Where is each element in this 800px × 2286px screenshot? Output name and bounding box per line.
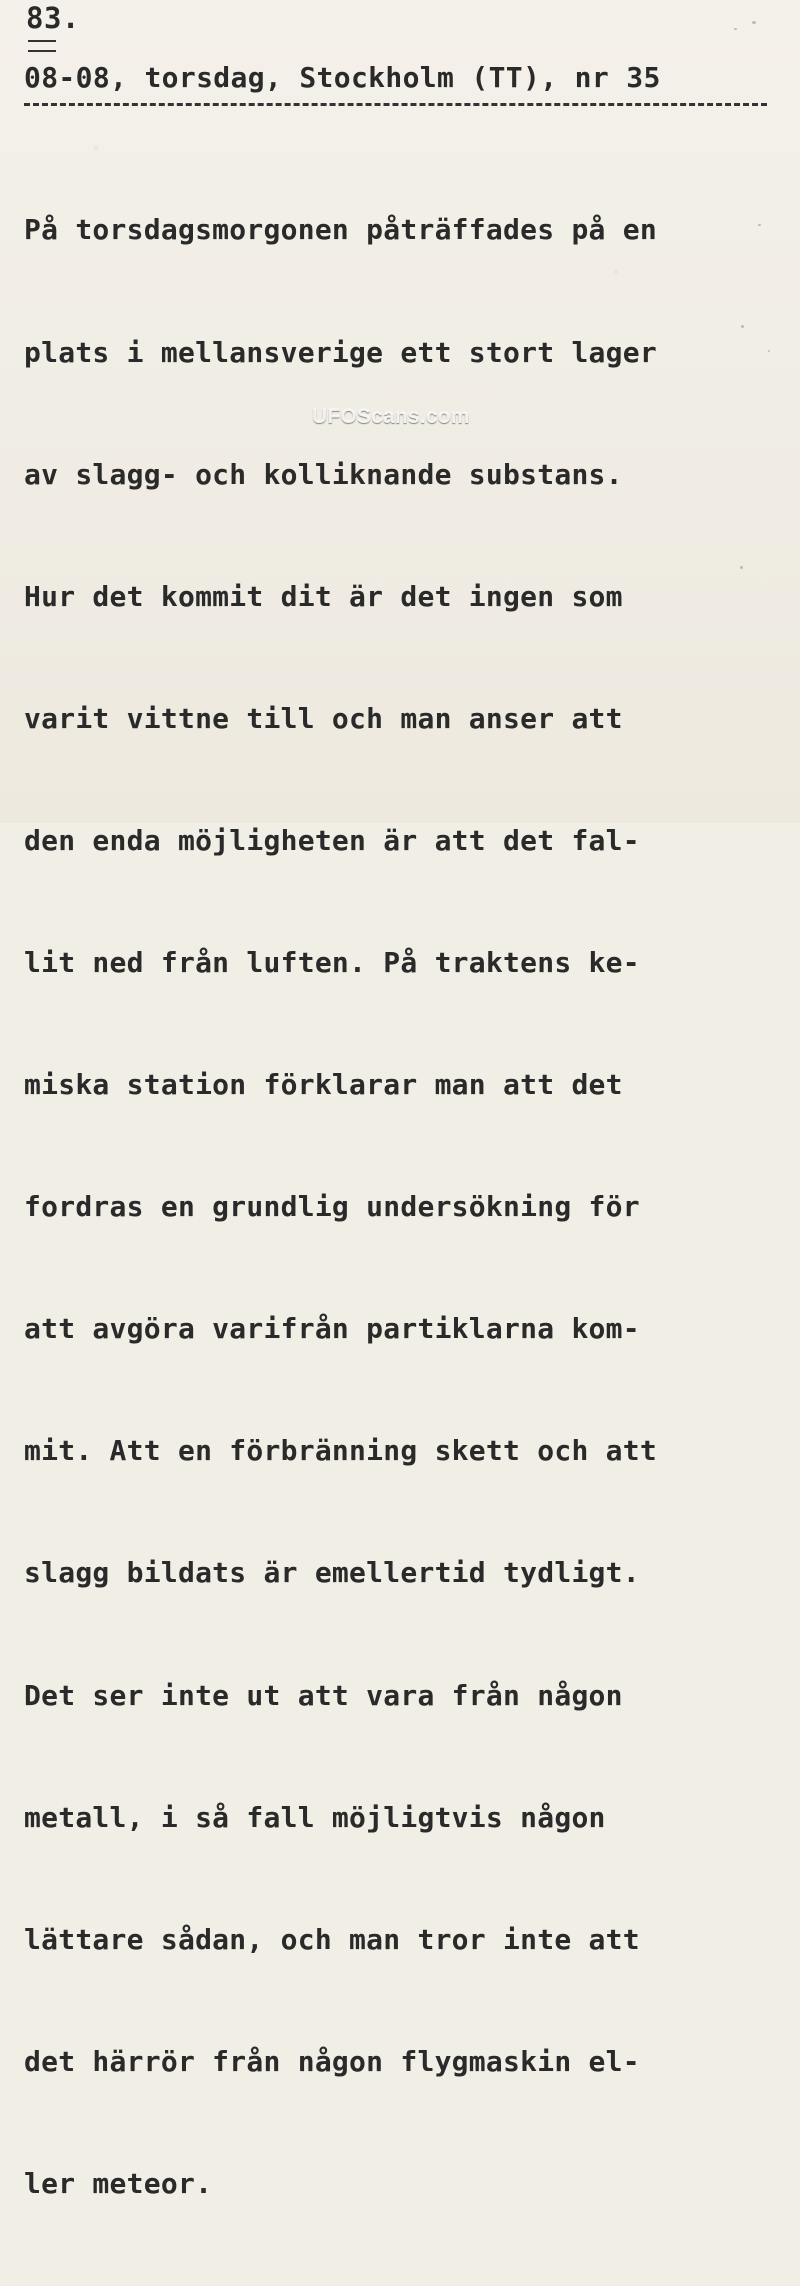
body-line: På torsdagsmorgonen påträffades på en xyxy=(24,213,657,247)
document-body xyxy=(24,129,776,2286)
scan-speckle xyxy=(734,28,737,30)
body-line: fordras en grundlig undersökning för xyxy=(24,1190,640,1224)
document-number: 83. xyxy=(26,1,80,35)
body-line: lit ned från luften. På traktens ke- xyxy=(24,945,640,979)
body-line: att avgöra varifrån partiklarna kom- xyxy=(24,1312,640,1346)
scan-speckle xyxy=(741,325,744,328)
body-line: Hur det kommit dit är det ingen som xyxy=(24,579,623,613)
body-line: den enda möjligheten är att det fal- xyxy=(24,823,640,857)
scan-speckle xyxy=(758,224,761,226)
body-line: lättare sådan, och man tror inte att xyxy=(24,1922,640,1956)
scan-speckle xyxy=(752,21,756,24)
header-dashed-underline xyxy=(24,103,767,106)
scan-speckle xyxy=(740,566,743,569)
body-line: ler meteor. xyxy=(24,2166,213,2200)
watermark-logo: UFOScans.com xyxy=(312,405,470,428)
document-number-underline xyxy=(28,40,56,52)
document-header: 08-08, torsdag, Stockholm (TT), nr 35 xyxy=(24,61,661,94)
scan-speckle xyxy=(768,350,770,352)
body-line: mit. Att en förbränning skett och att xyxy=(24,1434,657,1468)
body-line: miska station förklarar man att det xyxy=(24,1068,623,1102)
body-line: plats i mellansverige ett stort lager xyxy=(24,335,657,369)
body-line: slagg bildats är emellertid tydligt. xyxy=(24,1556,640,1590)
body-line: varit vittne till och man anser att xyxy=(24,701,623,735)
body-line: av slagg- och kolliknande substans. xyxy=(24,457,623,491)
body-line: metall, i så fall möjligtvis någon xyxy=(24,1800,606,1834)
body-line: Det ser inte ut att vara från någon xyxy=(24,1678,623,1712)
body-line: det härrör från någon flygmaskin el- xyxy=(24,2044,640,2078)
